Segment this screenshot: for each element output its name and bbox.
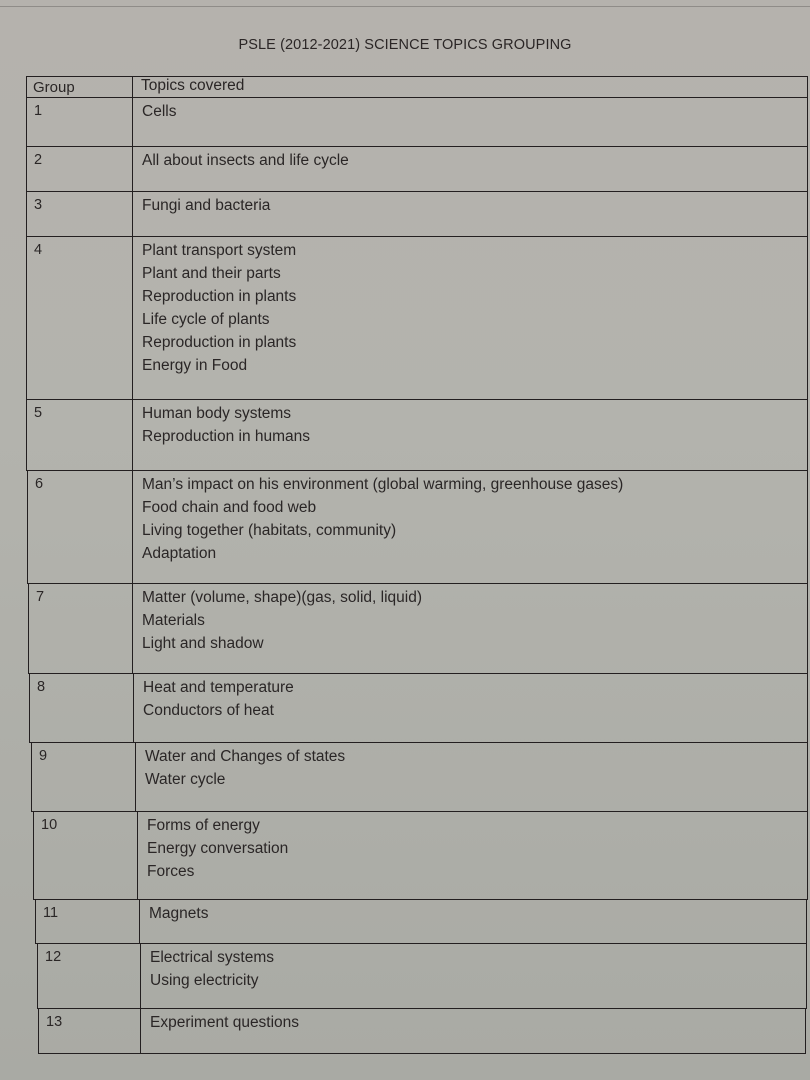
topic-item: Water and Changes of states [145,748,346,765]
group-number: 8 [37,679,46,695]
group-cell [34,812,138,899]
topics-cell [140,900,806,943]
table-row [35,899,807,944]
group-number: 9 [39,748,48,764]
topics-cell [133,237,807,399]
group-cell [29,584,133,673]
topic-item: Plant transport system [142,242,297,259]
table-row [27,470,808,584]
topic-item: Plant and their parts [142,265,281,282]
header-group: Group [33,79,75,96]
group-number: 4 [34,242,43,258]
table-row [37,943,807,1009]
group-number: 6 [35,476,44,492]
topic-item: Reproduction in plants [142,334,297,351]
header-group-cell [27,77,133,97]
topic-item: Adaptation [142,545,217,562]
topics-cell [138,812,807,899]
group-cell [30,674,134,742]
topics-cell [141,944,806,1008]
topic-item: All about insects and life cycle [142,152,349,169]
group-cell [27,192,133,236]
topic-item: Fungi and bacteria [142,197,271,214]
group-number: 3 [34,197,43,213]
group-number: 11 [43,905,59,921]
topic-item: Materials [142,612,205,629]
topic-item: Heat and temperature [143,679,294,696]
topic-item: Forms of energy [147,817,260,834]
table-row [26,146,808,192]
topic-item: Electrical systems [150,949,275,966]
topics-cell [133,400,807,470]
topic-item: Human body systems [142,405,292,422]
page-title: PSLE (2012-2021) SCIENCE TOPICS GROUPING [238,37,572,53]
topic-item: Water cycle [145,771,226,788]
topics-cell [133,98,807,146]
table-row [26,399,808,471]
topics-cell [133,192,807,236]
group-cell [38,944,141,1008]
header-topics-cell [133,77,807,97]
table-header-row [26,76,808,98]
header-topics: Topics covered [141,77,245,94]
topic-item: Reproduction in humans [142,428,311,445]
topic-item: Forces [147,863,195,880]
group-number: 12 [45,949,62,965]
topic-item: Experiment questions [150,1014,300,1031]
group-cell [39,1009,141,1053]
topics-cell [141,1009,805,1053]
topic-item: Cells [142,103,177,120]
table-row [26,236,808,400]
topic-item: Reproduction in plants [142,288,297,305]
topic-item: Light and shadow [142,635,264,652]
topic-item: Man’s impact on his environment (global warming, greenhouse gases) [142,476,624,493]
table-row [31,742,808,812]
table-row [26,97,808,147]
group-cell [32,743,136,811]
group-cell [28,471,133,583]
topic-item: Energy in Food [142,357,248,374]
topic-item: Using electricity [150,972,259,989]
group-number: 7 [36,589,45,605]
topic-item: Life cycle of plants [142,311,270,328]
group-number: 10 [41,817,58,833]
table-row [38,1008,806,1054]
topics-cell [133,471,807,583]
group-number: 5 [34,405,43,421]
topic-item: Food chain and food web [142,499,317,516]
group-number: 13 [46,1014,63,1030]
topic-item: Matter (volume, shape)(gas, solid, liquid) [142,589,422,606]
group-cell [27,237,133,399]
table-row [28,583,808,674]
topics-cell [133,584,807,673]
topic-item: Conductors of heat [143,702,274,719]
topic-item: Living together (habitats, community) [142,522,397,539]
group-number: 1 [34,103,43,119]
table-row [29,673,808,743]
topic-item: Magnets [149,905,209,922]
group-cell [36,900,140,943]
topics-cell [136,743,807,811]
group-cell [27,147,133,191]
group-cell [27,98,133,146]
topic-item: Energy conversation [147,840,289,857]
screen-edge [0,6,810,7]
table-row [33,811,808,900]
topics-cell [134,674,807,742]
topics-cell [133,147,807,191]
table-row [26,191,808,237]
group-cell [27,400,133,470]
group-number: 2 [34,152,43,168]
